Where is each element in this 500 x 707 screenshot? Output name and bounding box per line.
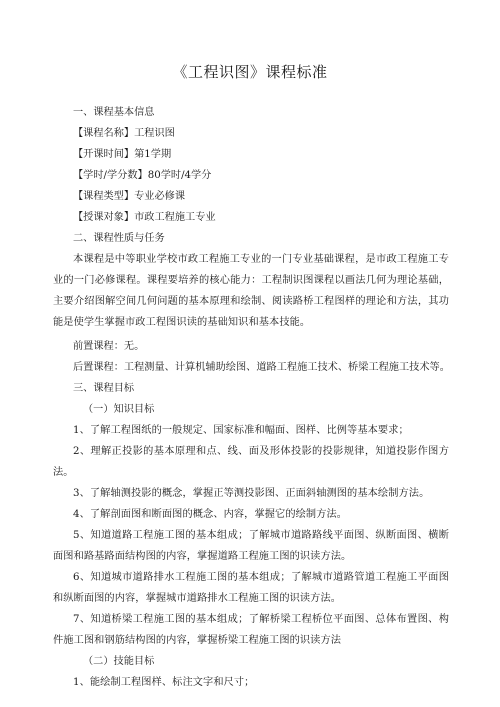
knowledge-item-4: 4、了解剖面图和断面图的概念、内容，掌握它的绘制方法。 [73, 509, 348, 520]
followup-course-line: 后置课程：工程测量、计算机辅助绘图、道路工程施工技术、桥梁工程施工技术等。 [73, 362, 450, 373]
knowledge-item-2: 2、理解正投影的基本原理和点、线、面及形体投影的投影规律，知道投影作图方法。 [53, 446, 449, 478]
start-time-line: 【开课时间】第1学期 [73, 149, 172, 160]
credit-hours-line: 【学时/学分数】80学时/4学分 [73, 170, 212, 181]
document-body [53, 102, 449, 693]
section-heading-basic-info: 一、课程基本信息 [73, 107, 155, 118]
knowledge-item-5: 5、知道道路工程施工图的基本组成；了解城市道路路线平面图、纵断面图、横断面图和路基路面结构图的内容，掌握道路工程施工图的识读方法。 [53, 530, 449, 562]
skill-objectives-heading: （二）技能目标 [83, 656, 155, 667]
audience-line: 【授课对象】市政工程施工专业 [73, 212, 216, 223]
knowledge-objectives-heading: （一）知识目标 [83, 404, 155, 415]
document-title: 《工程识图》课程标准 [172, 63, 328, 81]
course-description-paragraph: 本课程是中等职业学校市政工程施工专业的一门专业基础课程，是市政工程施工专业的一门必修课程。课程要培养的核心能力：工程制识图课程以画法几何为理论基础，主要介绍图解空间几何问题的基本原理和绘制、阅读路桥工程图样的理论和方法，其功能是使学生掌握市政工程图识读的基础知识和基本技能。 [53, 254, 449, 328]
knowledge-item-7: 7、知道桥梁工程施工图的基本组成；了解桥梁工程桥位平面图、总体布置图、构件施工图和钢筋结构图的内容，掌握桥梁工程施工图的识读方法 [53, 614, 449, 646]
knowledge-item-3: 3、了解轴测投影的概念，掌握正等测投影图、正面斜轴测图的基本绘制方法。 [73, 488, 430, 499]
knowledge-item-6: 6、知道城市道路排水工程施工图的基本组成；了解城市道路管道工程施工平面图和纵断面图的内容，掌握城市道路排水工程施工图的识读方法。 [53, 572, 449, 604]
course-name-line: 【课程名称】工程识图 [73, 128, 175, 139]
section-heading-objectives: 三、课程目标 [73, 383, 135, 394]
section-heading-nature: 二、课程性质与任务 [73, 233, 165, 244]
prerequisite-line: 前置课程：无。 [73, 341, 145, 352]
knowledge-item-1: 1、了解工程图纸的一般规定、国家标准和幅面、图样、比例等基本要求； [73, 425, 409, 436]
course-type-line: 【课程类型】专业必修课 [73, 191, 186, 202]
skill-item-1: 1、能绘制工程图样、标注文字和尺寸； [73, 677, 255, 688]
